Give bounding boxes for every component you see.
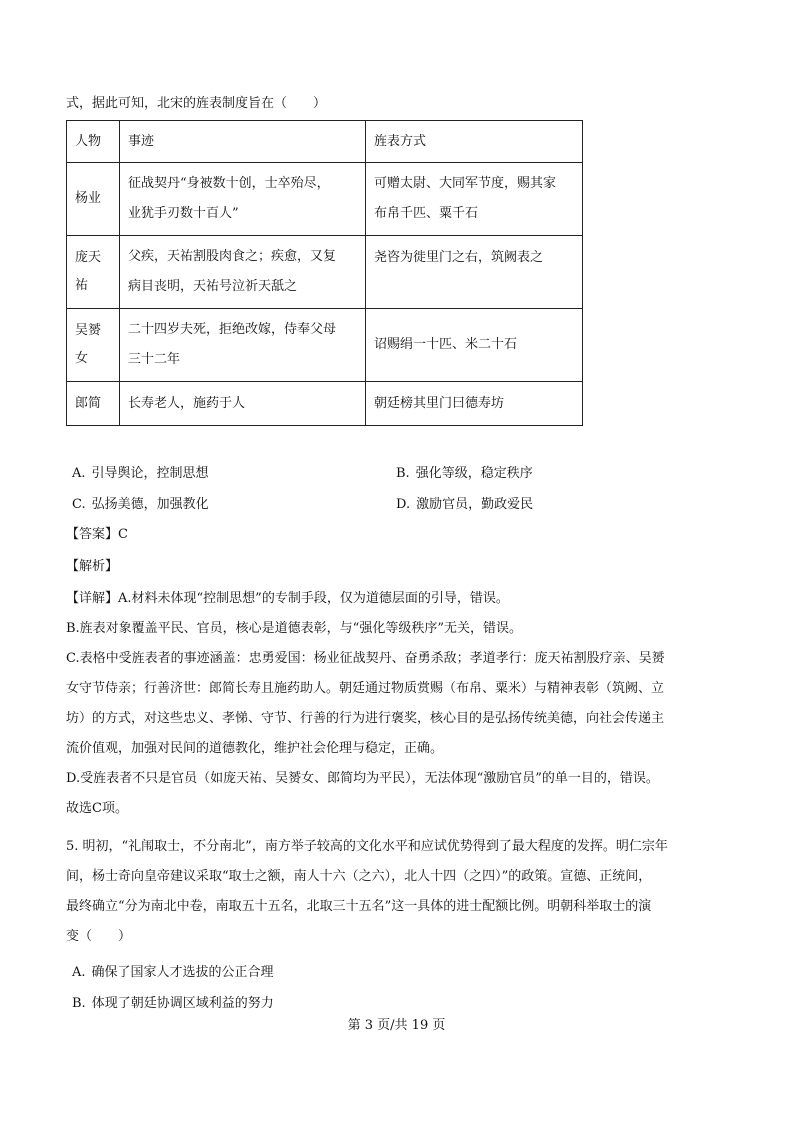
honor-cell [366, 309, 583, 382]
explanation-line: 流价值观，加强对民间的道德教化，维护社会伦理与稳定，正确。 [66, 741, 444, 756]
option-a[interactable] [72, 464, 209, 484]
deed-cell [120, 309, 366, 382]
question-5 [66, 832, 728, 952]
option-letter: A. [72, 466, 86, 481]
option-letter: B. [72, 996, 86, 1011]
option-c[interactable] [72, 495, 209, 515]
explanation-line: 坊）的方式，对这些忠义、孝悌、守节、行善的行为进行褒奖，核心目的是弘扬传统美德，向社会传递主 [66, 711, 665, 726]
deed-line: 病目丧明，天祐号泣祈天舐之 [128, 279, 298, 294]
deed-line: 二十四岁夫死，拒绝改嫁，侍奉父母 [128, 322, 337, 337]
person-cell: 郎简 [67, 382, 120, 426]
explanation-line: 女守节侍亲；行善济世：郎简长寿且施药助人。朝廷通过物质赏赐（布帛、粟米）与精神表彰（筑阙、立 [66, 681, 665, 696]
table-header: 事迹 [120, 121, 366, 163]
option-text: 引导舆论，控制思想 [91, 466, 209, 481]
option-b[interactable] [396, 464, 533, 484]
history-table [66, 120, 583, 426]
option-letter: C. [72, 497, 86, 512]
question-intro: 式，据此可知，北宋的旌表制度旨在（ ） [66, 96, 327, 111]
explanation-line: 【详解】A.材料未体现“控制思想”的专制手段，仅为道德层面的引导，错误。 [66, 591, 509, 606]
question-line: 最终确立“分为南北中卷，南取五十五名，北取三十五名”这一具体的进士配额比例。明朝科举取士的演 [66, 899, 652, 914]
option-letter: D. [396, 497, 411, 512]
question-line: 5. 明初，“礼闱取士，不分南北”，南方举子较高的文化水平和应试优势得到了最大程度的发挥。明仁宗年 [66, 839, 668, 854]
deed-cell [120, 236, 366, 309]
explanation-line: D.受旌表者不只是官员（如庞天祐、吴赟女、郎简均为平民），无法体现“激励官员”的单一目的，错误。 [66, 771, 659, 786]
q5-option-b[interactable] [72, 994, 274, 1014]
explanation [66, 584, 728, 824]
table-row [67, 163, 583, 236]
deed-line: 长寿老人，施药于人 [128, 395, 246, 411]
table-header-row [67, 121, 583, 163]
honor-line: 布帛千匹、粟千石 [374, 206, 479, 221]
honor-line: 诏赐绢一十匹、米二十石 [374, 337, 518, 352]
question-line: 变（ ） [66, 929, 132, 944]
option-letter: A. [72, 965, 86, 980]
honor-cell [366, 382, 583, 426]
deed-line: 征战契丹“身被数十创，士卒殆尽， [128, 176, 330, 191]
q5-option-a[interactable] [72, 963, 274, 983]
page-footer: 第 3 页/共 19 页 [347, 1018, 446, 1033]
honor-cell [366, 236, 583, 309]
honor-line: 尧咨为徙里门之右，筑阙表之 [374, 250, 544, 265]
option-text: 激励官员，勤政爱民 [416, 497, 534, 512]
option-letter: B. [396, 466, 410, 481]
person-cell: 吴赟女 [67, 309, 120, 382]
explanation-line: 故选C项。 [66, 801, 128, 816]
person-cell: 庞天祐 [67, 236, 120, 309]
option-text: 弘扬美德，加强教化 [91, 497, 209, 512]
answer-label: 【答案】C [66, 527, 128, 542]
person-cell: 杨业 [67, 163, 120, 236]
honor-line: 可赠太尉、大同军节度，赐其家 [374, 176, 557, 191]
deed-line: 三十二年 [128, 352, 181, 367]
explanation-line: B.旌表对象覆盖平民、官员，核心是道德表彰，与“强化等级秩序”无关，错误。 [66, 621, 522, 636]
question-line: 间，杨士奇向皇帝建议采取“取士之额，南人十六（之六），北人十四（之四）”的政策。宣德、正统间， [66, 869, 652, 884]
analysis-label: 【解析】 [66, 559, 119, 574]
deed-line: 父疾，天祐割股肉食之；疾愈，又复 [128, 249, 337, 264]
option-text: 体现了朝廷协调区域利益的努力 [91, 996, 274, 1011]
table-row [67, 309, 583, 382]
honor-line: 朝廷榜其里门曰德寿坊 [374, 395, 505, 411]
option-d[interactable] [396, 495, 533, 515]
table-row [67, 382, 583, 426]
table-row [67, 236, 583, 309]
explanation-line: C.表格中受旌表者的事迹涵盖：忠勇爱国：杨业征战契丹、奋勇杀敌；孝道孝行：庞天祐割股疗亲、吴赟 [66, 651, 665, 666]
option-text: 确保了国家人才选拔的公正合理 [91, 965, 274, 980]
option-text: 强化等级，稳定秩序 [415, 466, 533, 481]
honor-cell [366, 163, 583, 236]
table-header: 人物 [67, 121, 120, 163]
deed-cell [120, 163, 366, 236]
table-header: 旌表方式 [366, 121, 583, 163]
deed-cell [120, 382, 366, 426]
deed-line: 业犹手刃数十百人” [128, 206, 239, 221]
